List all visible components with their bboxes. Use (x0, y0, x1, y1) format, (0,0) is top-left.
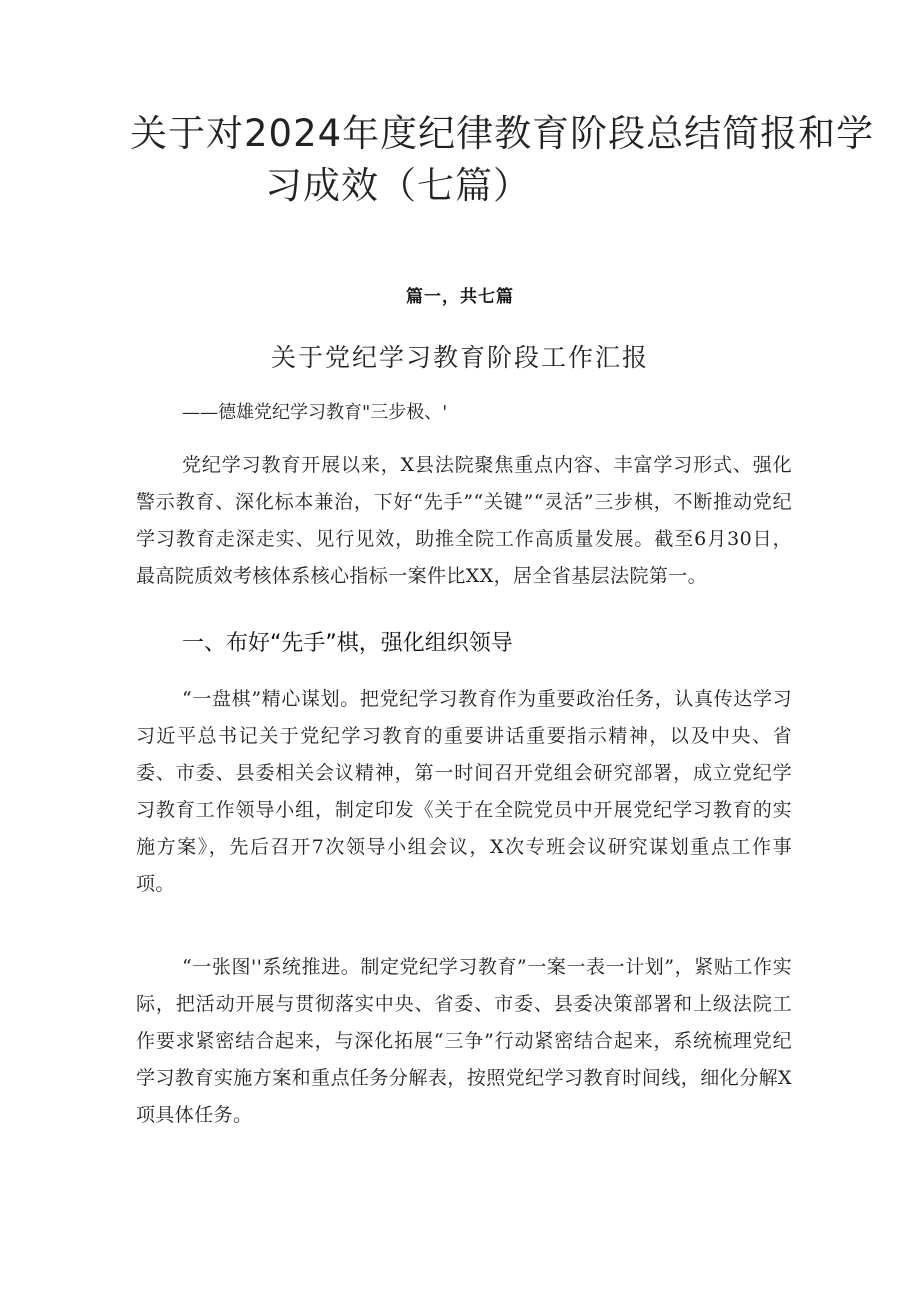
document-title-line-2: 习成效（七篇） (265, 164, 531, 207)
part-label: 篇一，共七篇 (406, 287, 514, 307)
document-title-line-1: 关于对2024年度纪律教育阶段总结简报和学 (130, 112, 875, 155)
document-title (130, 108, 875, 212)
intro-paragraph: 党纪学习教育开展以来，X县法院聚焦重点内容、丰富学习形式、强化警示教育、深化标本兼治，下好“先手”“关键”“灵活”三步棋，不断推动党纪学习教育走深走实、见行见效，助推全院工作高质量发展。截至6月30日，最高院质效考核体系核心指标一案件比XX，居全省基层法院第一。 (136, 454, 792, 587)
body-paragraph-1: “一盘棋”精心谋划。把党纪学习教育作为重要政治任务，认真传达学习习近平总书记关于党纪学习教育的重要讲话重要指示精神，以及中央、省委、市委、县委相关会议精神，第一时间召开党组会研究部署，成立党纪学习教育工作领导小组，制定印发《关于在全院党员中开展党纪学习教育的实施方案》，先后召开7次领导小组会议，X次专班会议研究谋划重点工作事项。 (136, 688, 792, 895)
body-paragraph-2: “一张图''系统推进。制定党纪学习教育”一案一表一计划”，紧贴工作实际，把活动开展与贯彻落实中央、省委、市委、县委决策部署和上级法院工作要求紧密结合起来，与深化拓展“三争”行动紧密结合起来，系统梳理党纪学习教育实施方案和重点任务分解表，按照党纪学习教育时间线，细化分解X项具体任务。 (136, 956, 792, 1126)
article-title: 关于党纪学习教育阶段工作汇报 (270, 343, 649, 372)
article-subtitle: ——德雄党纪学习教育"三步极、' (182, 402, 448, 423)
section-heading-1: 一、布好“先手”棋，强化组织领导 (182, 631, 513, 656)
